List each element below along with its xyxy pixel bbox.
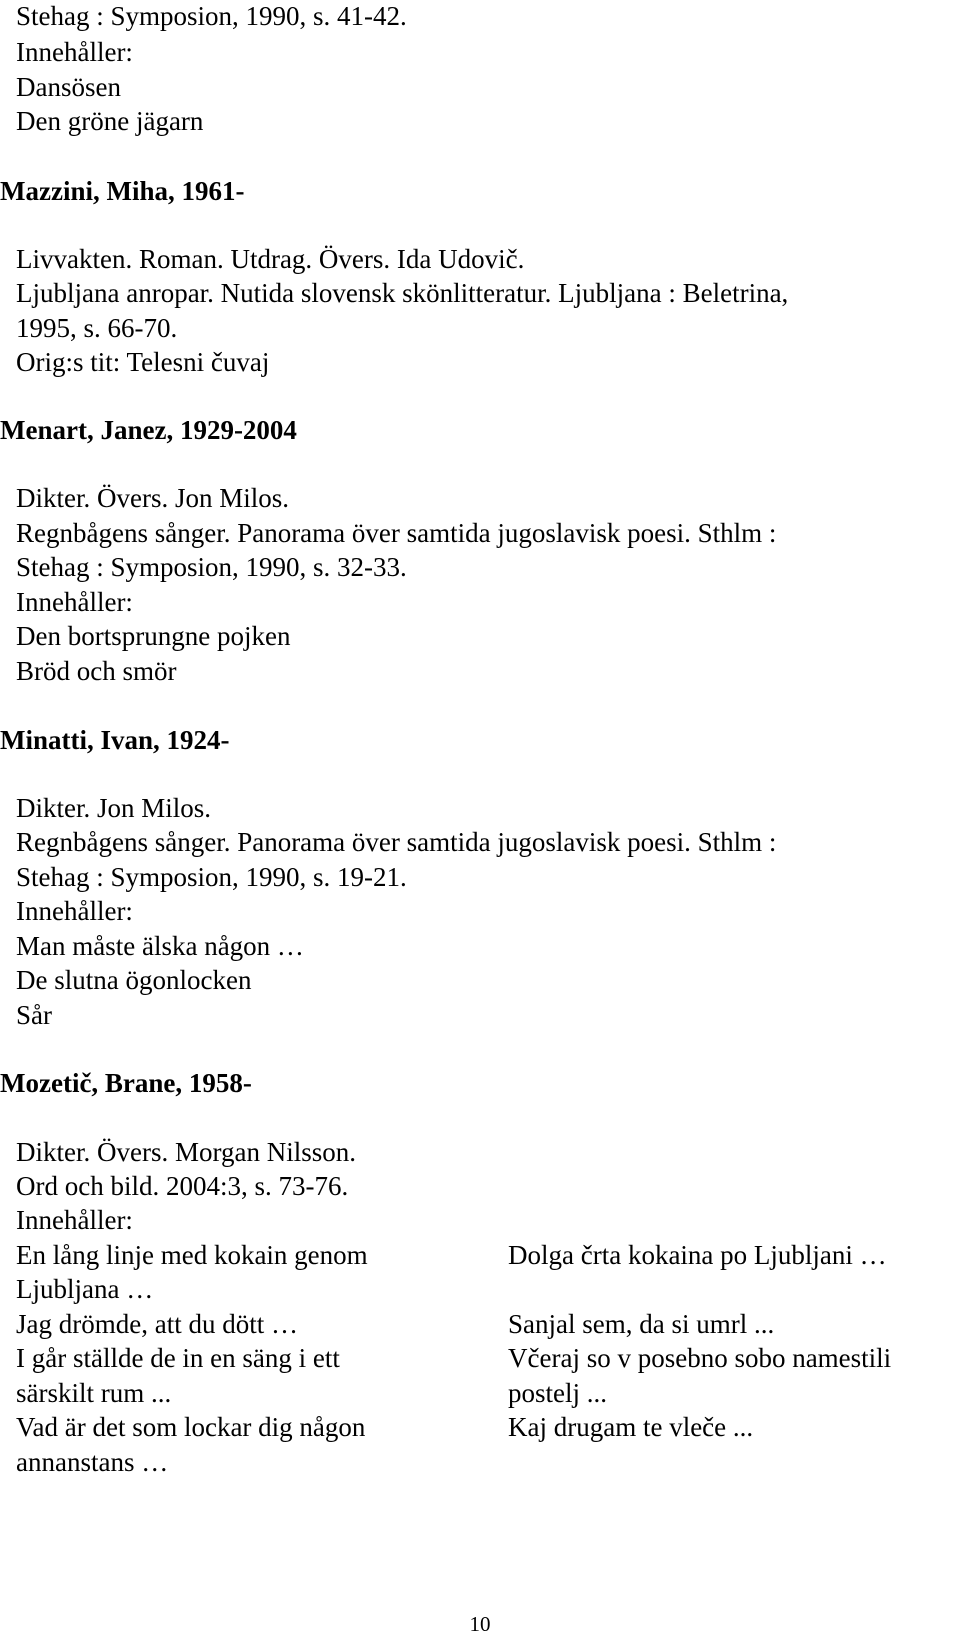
author-heading-mazzini: Mazzini, Miha, 1961- (0, 176, 245, 206)
entry-line: Innehåller: (16, 587, 133, 617)
page-number: 10 (469, 1612, 491, 1636)
top-line-1: Stehag : Symposion, 1990, s. 41-42. (16, 1, 407, 31)
swedish-title-line: annanstans … (16, 1447, 169, 1477)
swedish-title-line: I går ställde de in en säng i ett (16, 1343, 340, 1373)
top-line-4: Den gröne jägarn (16, 106, 204, 136)
entry-line: Dikter. Övers. Jon Milos. (16, 483, 289, 513)
entry-line: Stehag : Symposion, 1990, s. 19-21. (16, 862, 407, 892)
author-heading-menart: Menart, Janez, 1929-2004 (0, 415, 297, 445)
entry-line: Dikter. Jon Milos. (16, 793, 212, 823)
swedish-title-line: Vad är det som lockar dig någon (16, 1412, 366, 1442)
author-heading-minatti: Minatti, Ivan, 1924- (0, 725, 230, 755)
entry-line: Regnbågens sånger. Panorama över samtida jugoslavisk poesi. Sthlm : (16, 827, 777, 857)
swedish-title-line: Ljubljana … (16, 1274, 154, 1304)
original-title-line: Včeraj so v posebno sobo namestili (508, 1343, 892, 1373)
entry-line: Ljubljana anropar. Nutida slovensk skönlitteratur. Ljubljana : Beletrina, (16, 278, 789, 308)
entry-line: Sår (16, 1000, 52, 1030)
entry-line: Man måste älska någon … (16, 931, 304, 961)
entry-line: Stehag : Symposion, 1990, s. 32-33. (16, 552, 407, 582)
entry-line: Ord och bild. 2004:3, s. 73-76. (16, 1171, 349, 1201)
top-line-3: Dansösen (16, 72, 121, 102)
original-title-line: Kaj drugam te vleče ... (508, 1412, 754, 1442)
entry-line: Orig:s tit: Telesni čuvaj (16, 347, 270, 377)
entry-line: 1995, s. 66-70. (16, 313, 178, 343)
original-title-line: Sanjal sem, da si umrl ... (508, 1309, 775, 1339)
entry-line: Dikter. Övers. Morgan Nilsson. (16, 1137, 356, 1167)
swedish-title-line: särskilt rum ... (16, 1378, 172, 1408)
original-title-line: postelj ... (508, 1378, 607, 1408)
swedish-title-line: Jag drömde, att du dött … (16, 1309, 298, 1339)
entry-line: Bröd och smör (16, 656, 177, 686)
entry-line: Regnbågens sånger. Panorama över samtida jugoslavisk poesi. Sthlm : (16, 518, 777, 548)
author-heading-mozetic: Mozetič, Brane, 1958- (0, 1068, 252, 1098)
entry-line: De slutna ögonlocken (16, 965, 252, 995)
entry-line: Den bortsprungne pojken (16, 621, 291, 651)
swedish-title-line: En lång linje med kokain genom (16, 1240, 368, 1270)
entry-line: Livvakten. Roman. Utdrag. Övers. Ida Udovič. (16, 244, 525, 274)
entry-line: Innehåller: (16, 896, 133, 926)
entry-line: Innehåller: (16, 1205, 133, 1235)
original-title-line: Dolga črta kokaina po Ljubljani … (508, 1240, 887, 1270)
top-line-2: Innehåller: (16, 37, 133, 67)
